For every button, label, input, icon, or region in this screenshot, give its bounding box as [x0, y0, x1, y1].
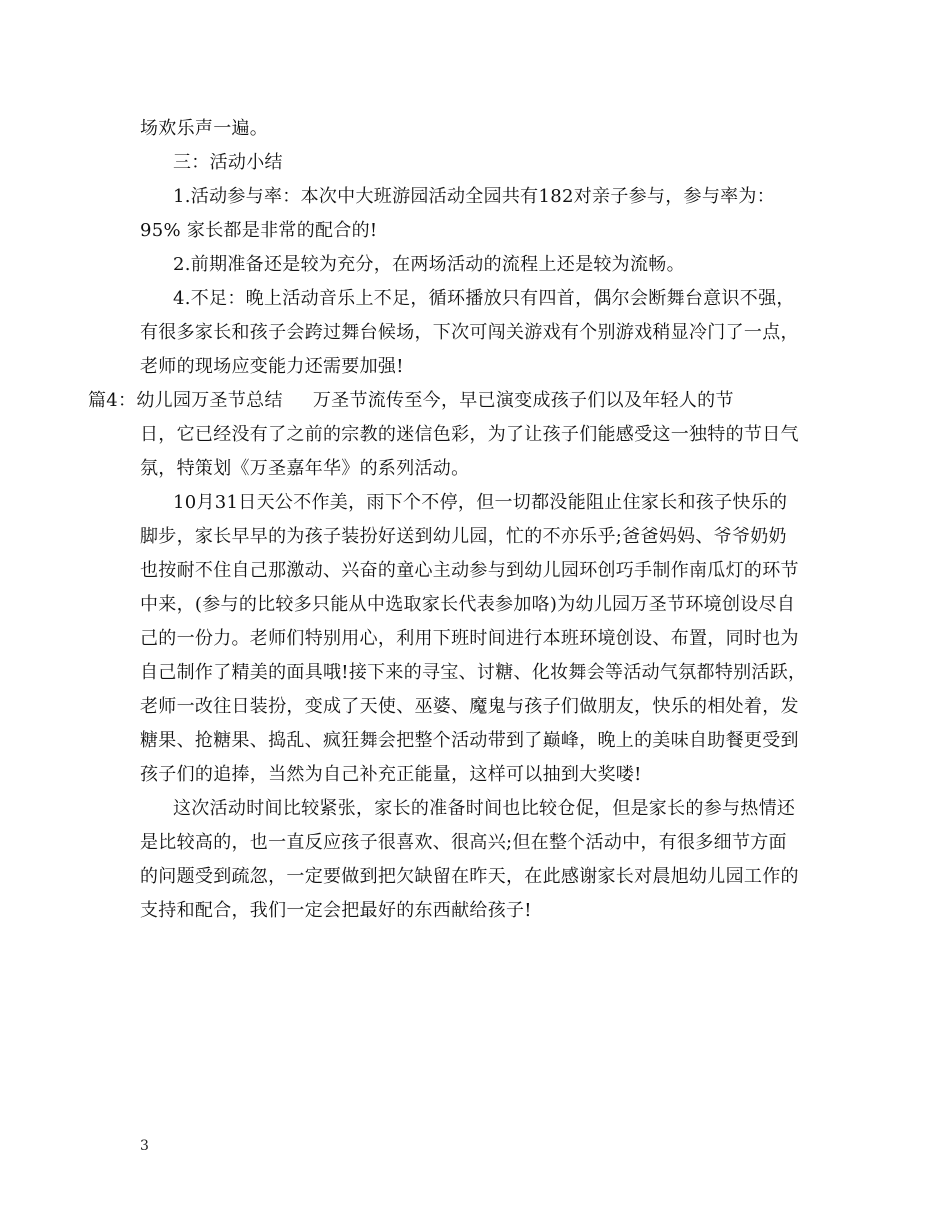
text-line: 场欢乐声一遍。	[140, 118, 269, 139]
text-line: 脚步，家长早早的为孩子装扮好送到幼儿园，忙的不亦乐乎;爸爸妈妈、爷爷奶奶	[140, 526, 787, 547]
text-line: 孩子们的追捧，当然为自己补充正能量，这样可以抽到大奖喽!	[140, 764, 642, 785]
article-heading-line: 篇4：幼儿园万圣节总结 万圣节流传至今，早已演变成孩子们以及年轻人的节	[88, 390, 734, 411]
text-line: 中来，(参与的比较多只能从中选取家长代表参加咯)为幼儿园万圣节环境创设尽自	[140, 594, 796, 615]
text-line: 2.前期准备还是较为充分，在两场活动的流程上还是较为流畅。	[173, 254, 685, 275]
text-line: 老师一改往日装扮，变成了天使、巫婆、魔鬼与孩子们做朋友，快乐的相处着，发	[140, 696, 799, 717]
text-line: 支持和配合，我们一定会把最好的东西献给孩子!	[140, 900, 532, 921]
text-line: 老师的现场应变能力还需要加强!	[140, 356, 404, 377]
text-line: 这次活动时间比较紧张，家长的准备时间也比较仓促，但是家长的参与热情还	[173, 798, 796, 819]
section-heading: 三：活动小结	[173, 152, 283, 173]
text-line: 的问题受到疏忽，一定要做到把欠缺留在昨天，在此感谢家长对晨旭幼儿园工作的	[140, 866, 799, 887]
text-line: 自己制作了精美的面具哦!接下来的寻宝、讨糖、化妆舞会等活动气氛都特别活跃，	[140, 662, 807, 683]
text-line: 也按耐不住自己那激动、兴奋的童心主动参与到幼儿园环创巧手制作南瓜灯的环节	[140, 560, 799, 581]
text-line: 4.不足：晚上活动音乐上不足，循环播放只有四首，偶尔会断舞台意识不强，	[173, 288, 795, 309]
text-line: 是比较高的，也一直反应孩子很喜欢、很高兴;但在整个活动中，有很多细节方面	[140, 832, 787, 853]
text-line: 有很多家长和孩子会跨过舞台候场，下次可闯关游戏有个别游戏稍显冷门了一点，	[140, 322, 799, 343]
text-line: 日，它已经没有了之前的宗教的迷信色彩，为了让孩子们能感受这一独特的节日气	[140, 424, 799, 445]
text-line: 己的一份力。老师们特别用心，利用下班时间进行本班环境创设、布置，同时也为	[140, 628, 799, 649]
text-line: 10月31日天公不作美，雨下个不停，但一切都没能阻止住家长和孩子快乐的	[173, 492, 788, 513]
text-line: 1.活动参与率：本次中大班游园活动全园共有182对亲子参与，参与率为：	[173, 186, 776, 207]
page-number: 3	[140, 1138, 149, 1154]
text-line: 糖果、抢糖果、捣乱、疯狂舞会把整个活动带到了巅峰，晚上的美味自助餐更受到	[140, 730, 799, 751]
text-line: 95% 家长都是非常的配合的!	[140, 220, 378, 241]
text-line: 氛，特策划《万圣嘉年华》的系列活动。	[140, 458, 470, 479]
